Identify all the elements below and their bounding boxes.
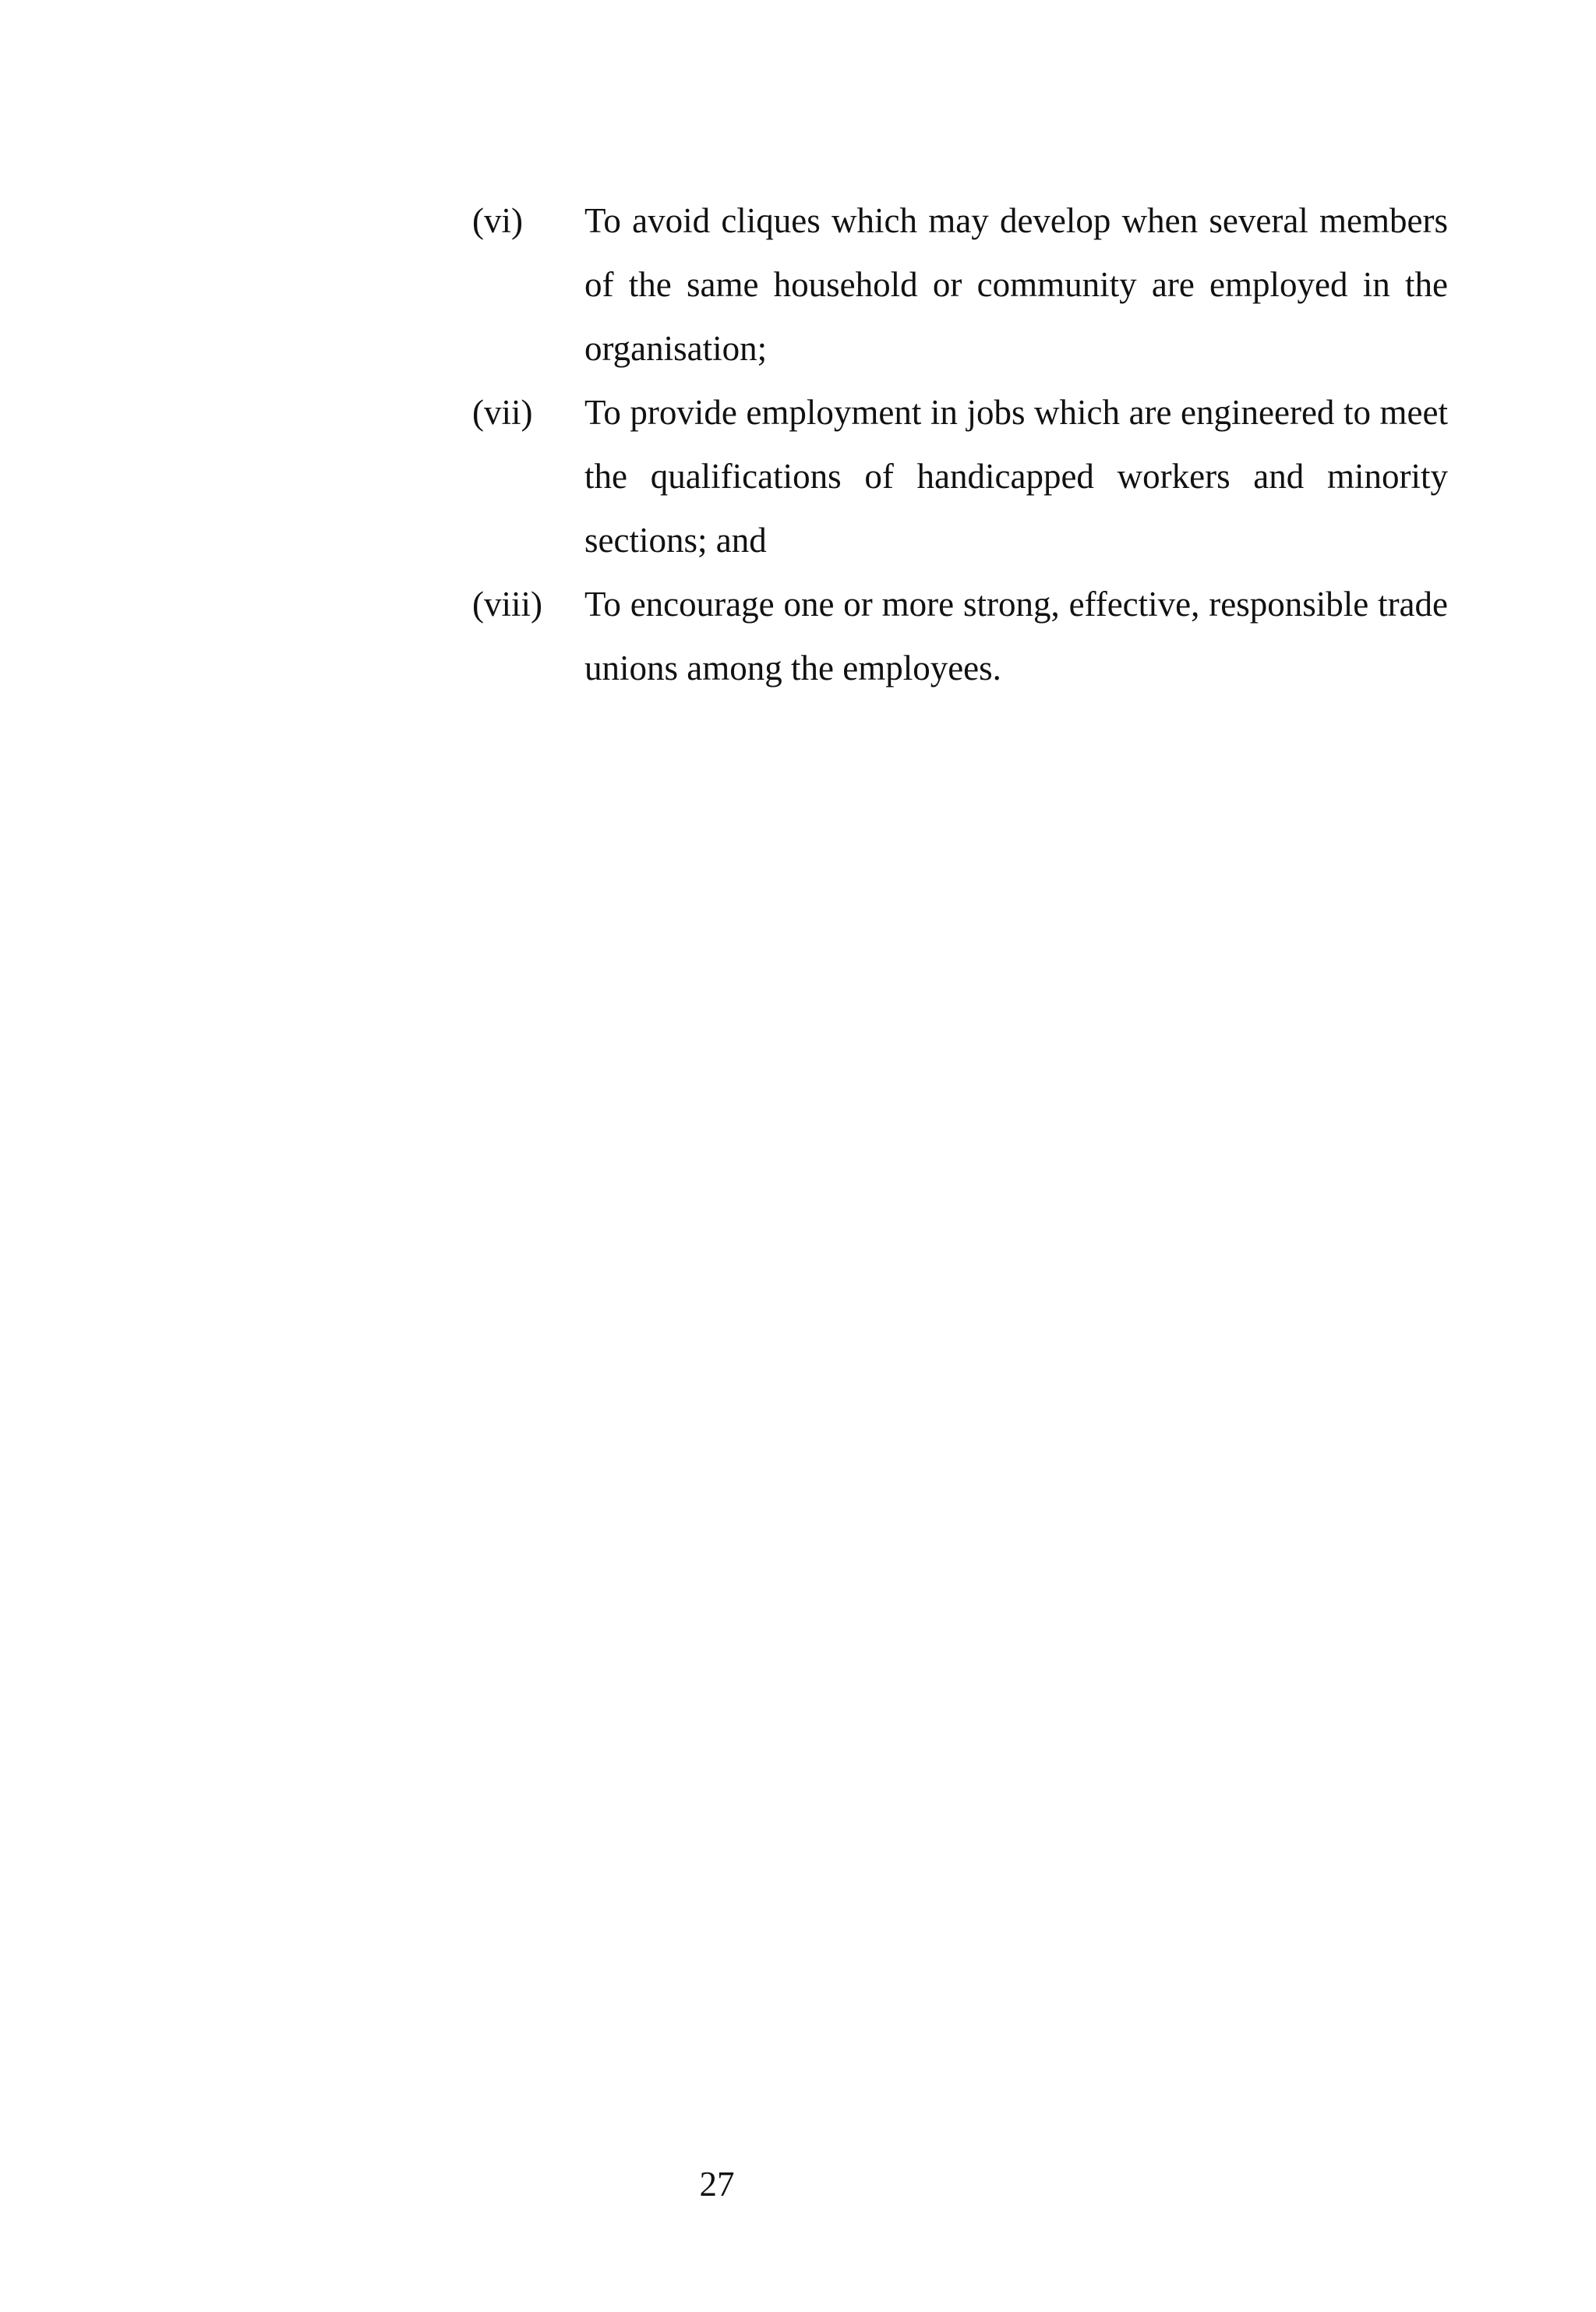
list-item-text: To encourage one or more strong, effective, responsible trade unions among the employees. xyxy=(584,585,1448,688)
list-item xyxy=(472,572,1448,700)
objectives-list xyxy=(472,189,1448,700)
list-item xyxy=(472,380,1448,572)
list-item-text: To avoid cliques which may develop when several members of the same household or community are employed in the organisation; xyxy=(584,201,1448,368)
list-item-text: To provide employment in jobs which are engineered to meet the qualifications of handicapped workers and minority sections; and xyxy=(584,393,1448,560)
list-item-marker: (viii) xyxy=(472,585,542,624)
list-item-marker: (vii) xyxy=(472,393,533,432)
list-item-marker: (vi) xyxy=(472,201,523,240)
list-item xyxy=(472,189,1448,380)
page-number: 27 xyxy=(699,2165,735,2204)
